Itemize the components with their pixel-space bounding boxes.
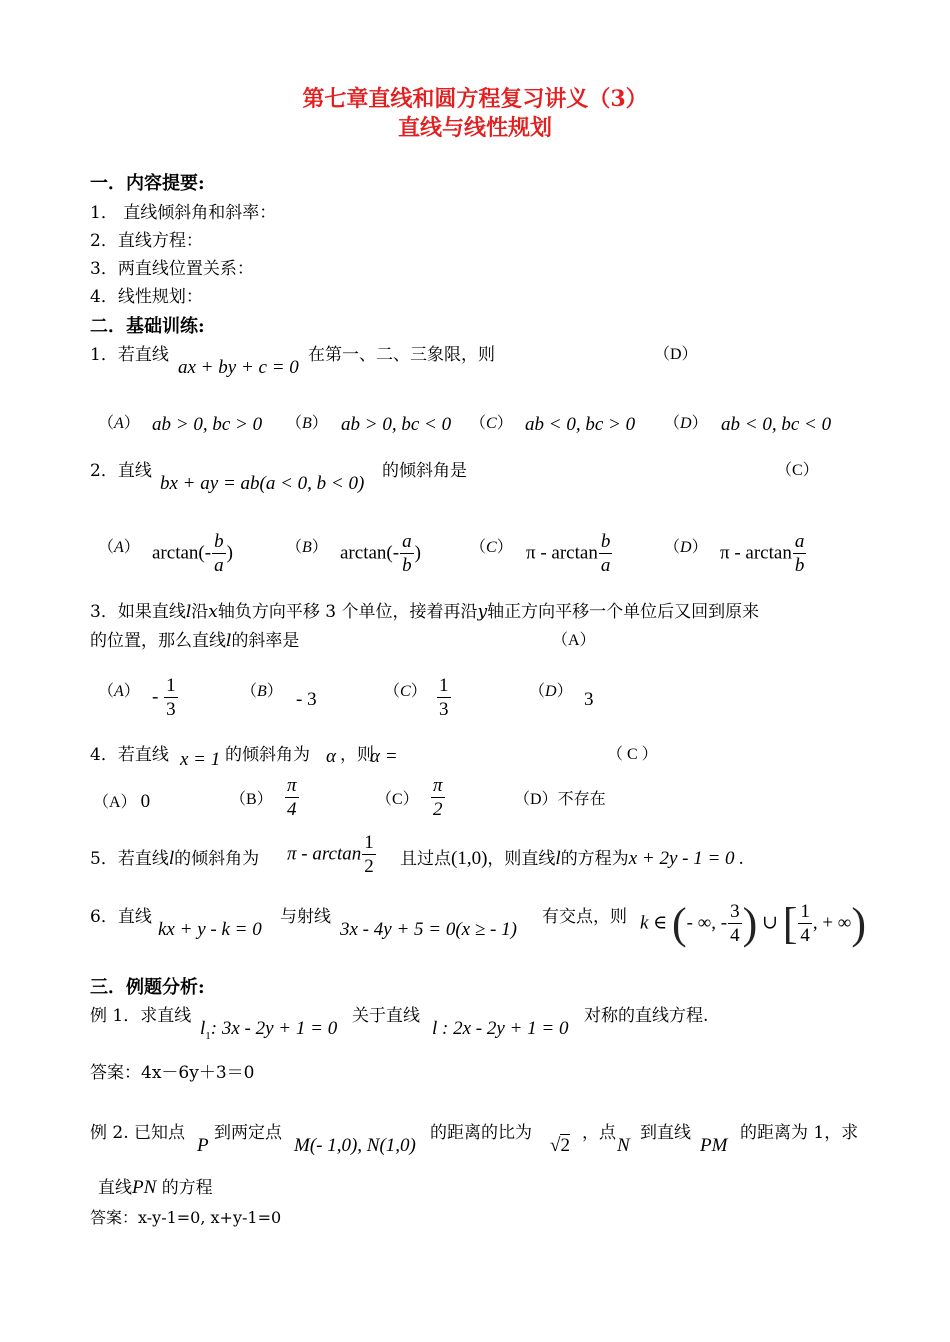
denominator: 4 — [287, 798, 297, 820]
numerator: 1 — [166, 675, 176, 696]
q1-text: 在第一、二、三象限，则 — [308, 345, 495, 365]
open-bracket: ( — [672, 899, 687, 948]
numerator: b — [214, 531, 224, 552]
section2-heading: 二．基础训练: — [90, 316, 205, 337]
var-y: y — [477, 602, 488, 622]
numerator: π — [433, 775, 443, 796]
section3-heading: 三．例题分析: — [90, 977, 205, 998]
text: 轴正方向平移一个单位后又回到原来 — [487, 602, 760, 622]
q1-equation: ax + by + c = 0 — [178, 357, 299, 378]
q4-option-b-value — [284, 776, 300, 820]
ex1-text3: 对称的直线方程. — [584, 1006, 709, 1026]
q2-option-a-expr — [152, 532, 233, 576]
option-label: B — [302, 415, 312, 432]
q4-equation — [180, 750, 220, 769]
q4-text2: ，则 — [340, 745, 374, 765]
ex2-text5: 到直线 — [640, 1123, 691, 1143]
option-label: B — [257, 683, 267, 700]
q6-equation2: 3x - 4y + 5 = 0(x ≥ - 1) — [340, 919, 517, 940]
q2-option-a: （A） — [98, 539, 140, 556]
option-label: （D） — [514, 791, 558, 808]
q2-option-c-expr — [526, 532, 613, 576]
ex1-text2: 关于直线 — [352, 1006, 420, 1026]
ex2-text4: ，点 — [582, 1123, 616, 1143]
text: 的位置，那么直线 — [90, 631, 226, 651]
q4-alpha: α — [326, 746, 336, 767]
q6-equation1: kx + y - k = 0 — [158, 919, 262, 940]
q3-option-d: （D） — [529, 683, 573, 700]
denominator: 3 — [166, 698, 176, 720]
q1-answer: （D） — [654, 346, 698, 363]
text: 且过点 — [400, 849, 451, 869]
denominator: b — [402, 554, 412, 576]
q5-line — [90, 849, 259, 868]
fraction — [599, 532, 613, 576]
text: 的斜率是 — [231, 631, 300, 651]
fraction — [728, 902, 742, 946]
q6-text2: 有交点，则 — [542, 907, 627, 927]
numerator: 3 — [730, 901, 740, 923]
option-label: D — [680, 415, 692, 432]
ex2-point-n: N — [617, 1135, 630, 1156]
fraction — [437, 676, 451, 720]
text: 轴负方向平移 3 个单位，接着再沿 — [217, 602, 478, 622]
fraction — [164, 676, 178, 720]
q1-option-a: （A） — [98, 415, 140, 432]
var-l: l — [200, 1018, 206, 1039]
q1-option-d: （D） — [664, 415, 708, 432]
q4-alpha-eq: α = — [370, 746, 398, 767]
denominator: 2 — [433, 798, 443, 820]
option-label: A — [114, 415, 124, 432]
q6-range — [640, 899, 867, 948]
ex2-answer: 答案：x-y-1=0, x+y-1=0 — [90, 1208, 282, 1227]
open-square-bracket: [ — [782, 899, 798, 948]
fraction — [362, 833, 376, 877]
option-label: C — [486, 415, 497, 432]
numerator: 1 — [439, 675, 449, 696]
option-label: A — [114, 683, 124, 700]
line-pn: PN — [132, 1177, 157, 1198]
ex2-line-pm: PM — [700, 1135, 728, 1156]
option-label: C — [400, 683, 411, 700]
ex2-points: M(- 1,0), N(1,0) — [294, 1135, 416, 1156]
fraction — [431, 776, 445, 820]
denominator: a — [600, 554, 611, 576]
q4-option-d — [514, 792, 606, 808]
denominator: 3 — [439, 698, 449, 720]
q5-angle — [287, 833, 377, 877]
numerator: a — [402, 531, 412, 552]
ex1-equation2: l : 2x - 2y + 1 = 0 — [432, 1018, 569, 1039]
ex1-text1: 例 1．求直线 — [90, 1006, 192, 1026]
q2-option-d: （D） — [664, 539, 708, 556]
result-equation: x + 2y - 1 = 0 . — [628, 848, 745, 869]
q3-option-c: （C） — [384, 683, 427, 700]
ex2-point-p: P — [197, 1135, 209, 1156]
q3-line1 — [90, 604, 759, 621]
var-l: l — [185, 602, 192, 622]
numerator: a — [794, 531, 805, 552]
q1-option-b-expr: ab > 0, bc < 0 — [341, 414, 452, 435]
text: ，则直线 — [487, 849, 556, 869]
denominator: b — [794, 554, 805, 576]
denominator: 2 — [364, 855, 374, 877]
close-bracket: ) — [851, 899, 867, 948]
q4-text1: 的倾斜角为 — [225, 745, 310, 765]
q2-equation: bx + ay = ab(a < 0, b < 0) — [160, 473, 365, 494]
section1-item: 1． 直线倾斜角和斜率： — [90, 203, 277, 223]
q4-option-c-value — [430, 776, 446, 820]
q1-option-b: （B） — [286, 415, 328, 432]
q4-number: 4．若直线 — [90, 745, 169, 765]
q4-option-a — [93, 792, 150, 811]
text: 的方程 — [161, 1178, 213, 1198]
option-label: C — [486, 539, 497, 556]
fraction — [212, 532, 226, 576]
text: 沿 — [191, 602, 209, 622]
q1-option-c-expr: ab < 0, bc > 0 — [525, 414, 636, 435]
q6-text1: 与射线 — [280, 907, 331, 927]
q2-number: 2．直线 — [90, 461, 152, 481]
text: 的方程为 — [560, 849, 629, 869]
page-subtitle: 直线与线性规划 — [397, 115, 552, 141]
expr-prefix: arctan(- — [340, 542, 400, 564]
text: 的倾斜角为 — [174, 849, 260, 869]
ex2-text2: 到两定点 — [214, 1123, 282, 1143]
ex2-sqrt: √2 — [550, 1135, 570, 1156]
fraction — [798, 902, 812, 946]
var-l: l — [555, 848, 561, 869]
option-label: A — [114, 539, 124, 556]
q1-option-a-expr: ab > 0, bc > 0 — [152, 414, 263, 435]
option-label: B — [302, 539, 312, 556]
numerator: b — [600, 531, 611, 552]
q3-option-b-value: - 3 — [296, 689, 317, 710]
equation: x = 1 — [180, 749, 221, 770]
q6-number: 6．直线 — [90, 907, 152, 927]
ex2-line2 — [98, 1178, 213, 1197]
option-value: 0 — [140, 791, 151, 812]
q3-line2 — [90, 633, 299, 650]
q2-option-b-expr — [340, 532, 421, 576]
close-bracket: ) — [742, 899, 758, 948]
k-in: k ∈ — [640, 912, 668, 934]
numerator: 1 — [800, 901, 810, 923]
denominator: 4 — [800, 925, 810, 946]
text: 直线 — [98, 1178, 132, 1198]
q2-option-c: （C） — [470, 539, 513, 556]
q5-text2 — [400, 849, 744, 868]
ex1-equation1 — [200, 1019, 337, 1042]
ex1-answer: 答案：4x－6y＋3＝0 — [90, 1063, 255, 1083]
q4-answer: （ C ） — [607, 746, 658, 763]
union-symbol: ∪ — [762, 912, 778, 934]
expr: π - arctan — [287, 843, 362, 865]
numerator: π — [287, 775, 297, 796]
numerator: 1 — [364, 832, 374, 853]
fraction — [400, 532, 414, 576]
subscript: 1 — [205, 1029, 211, 1042]
q3-option-d-value: 3 — [584, 689, 594, 710]
expr-suffix: ) — [226, 542, 233, 564]
sign: - — [152, 686, 159, 708]
denominator: 4 — [730, 925, 740, 946]
q2-text: 的倾斜角是 — [382, 461, 467, 481]
point: (1,0) — [451, 848, 488, 869]
section1-item: 3．两直线位置关系： — [90, 259, 254, 279]
expr-suffix: ) — [414, 542, 421, 564]
ex2-text6: 的距离为 1，求 — [740, 1123, 859, 1143]
var-l: l — [226, 631, 232, 651]
q3-option-a: （A） — [98, 683, 140, 700]
q3-option-a-value — [152, 676, 179, 720]
var-l: l — [168, 848, 175, 869]
q4-option-c: （C） — [376, 791, 419, 808]
expr-prefix: arctan(- — [152, 542, 212, 564]
option-label: D — [545, 683, 557, 700]
var-x: x — [208, 602, 218, 622]
range-left: - ∞, - — [686, 912, 728, 934]
q2-option-d-expr — [720, 532, 807, 576]
denominator: a — [214, 554, 224, 576]
section1-heading: 一．内容提要: — [90, 173, 205, 194]
q4-option-b: （B） — [230, 791, 273, 808]
option-label: （A） — [93, 794, 137, 811]
q3-answer: （A） — [552, 632, 596, 649]
q1-option-c: （C） — [470, 415, 513, 432]
radicand: 2 — [560, 1135, 570, 1156]
page-title: 第七章直线和圆方程复习讲义（3） — [302, 86, 648, 112]
q3-option-c-value — [436, 676, 452, 720]
expr-prefix: π - arctan — [720, 542, 792, 564]
section1-item: 2．直线方程： — [90, 231, 203, 251]
expr-prefix: π - arctan — [526, 542, 598, 564]
fraction — [793, 532, 807, 576]
ex2-text3: 的距离的比为 — [430, 1123, 532, 1143]
q2-answer: （C） — [776, 462, 819, 479]
ex2-text1: 例 2. 已知点 — [90, 1123, 186, 1143]
option-value: 不存在 — [557, 791, 606, 808]
text: 3．如果直线 — [90, 602, 186, 622]
section1-item: 4．线性规划： — [90, 287, 203, 307]
q1-option-d-expr: ab < 0, bc < 0 — [721, 414, 832, 435]
text: 5．若直线 — [90, 849, 169, 869]
q3-option-b: （B） — [241, 683, 283, 700]
q2-option-b: （B） — [286, 539, 328, 556]
fraction — [285, 776, 299, 820]
range-right: , + ∞ — [812, 912, 852, 934]
q1-number: 1．若直线 — [90, 345, 169, 365]
equation: : 3x - 2y + 1 = 0 — [210, 1018, 338, 1039]
option-label: D — [680, 539, 692, 556]
